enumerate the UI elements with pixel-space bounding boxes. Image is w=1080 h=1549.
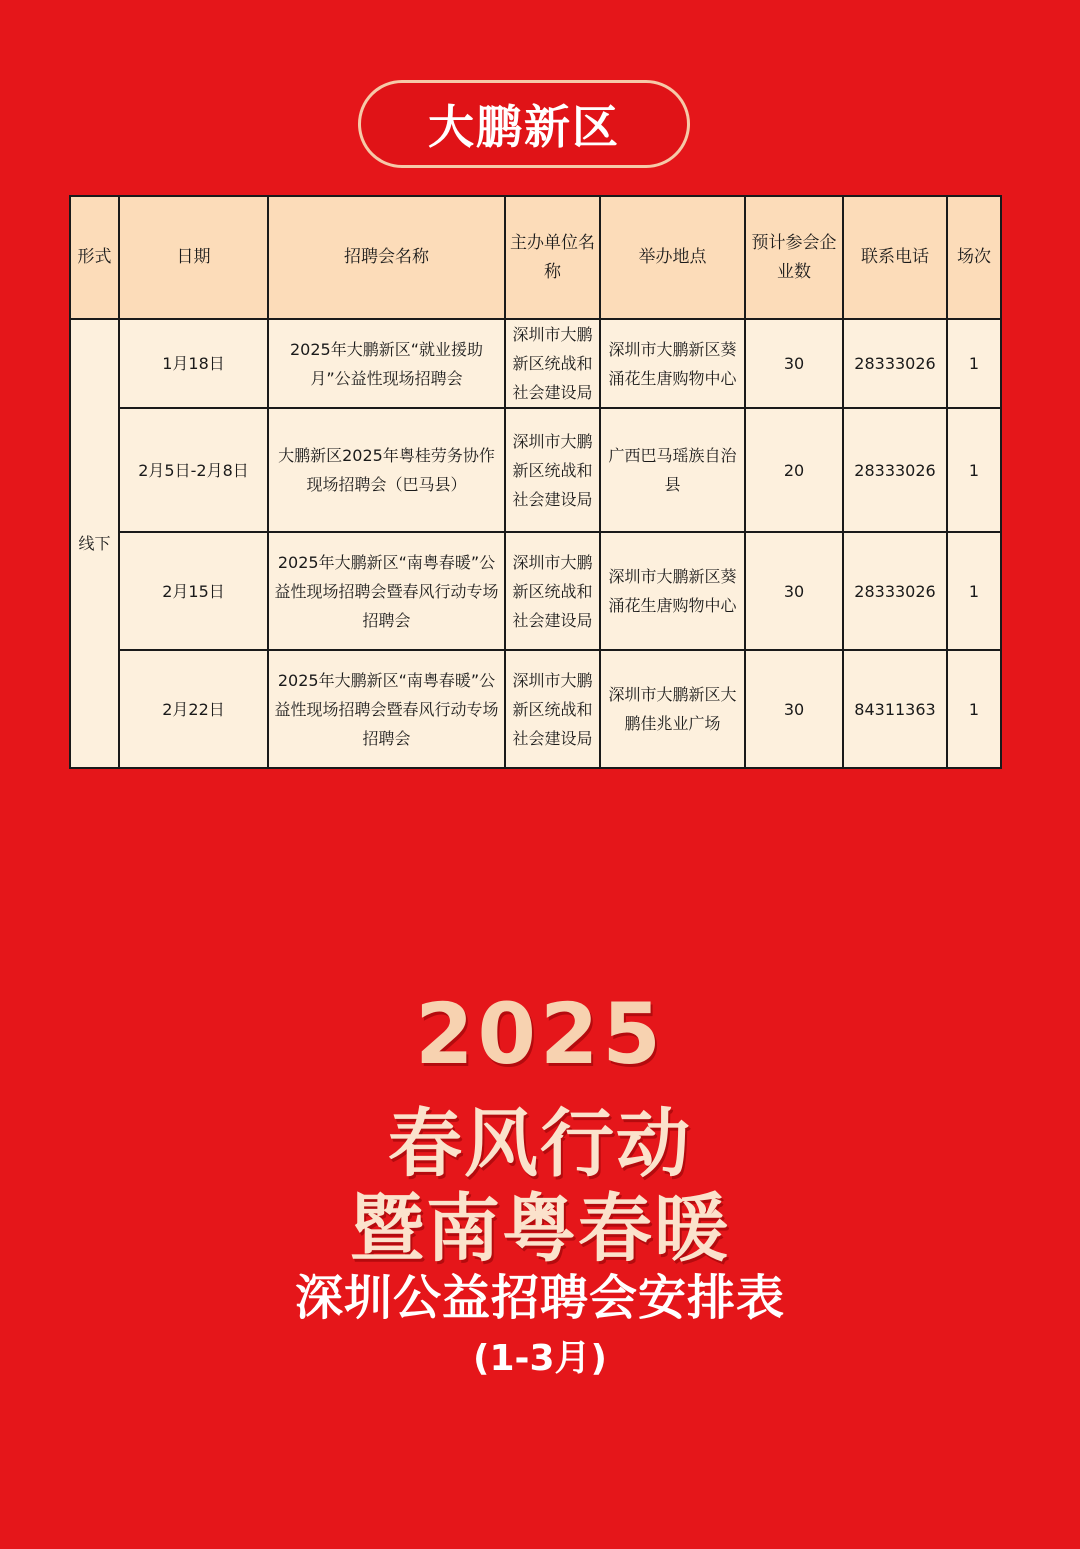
date-cell: 2月15日 bbox=[119, 532, 268, 650]
venue-cell: 深圳市大鹏新区葵涌花生唐购物中心 bbox=[600, 532, 745, 650]
header-date: 日期 bbox=[119, 196, 268, 319]
phone-cell: 28333026 bbox=[843, 532, 947, 650]
venue-cell: 深圳市大鹏新区葵涌花生唐购物中心 bbox=[600, 319, 745, 408]
header-organizer: 主办单位名称 bbox=[505, 196, 600, 319]
date-cell: 2月22日 bbox=[119, 650, 268, 768]
table-header-row bbox=[70, 196, 1001, 319]
date-cell: 2月5日-2月8日 bbox=[119, 408, 268, 532]
phone-cell: 84311363 bbox=[843, 650, 947, 768]
company-count-cell: 30 bbox=[745, 650, 843, 768]
organizer-cell: 深圳市大鹏新区统战和社会建设局 bbox=[505, 650, 600, 768]
poster-title-line1: 春风行动 bbox=[388, 1101, 692, 1187]
header-fair-name: 招聘会名称 bbox=[268, 196, 505, 319]
table-row bbox=[70, 650, 1001, 768]
poster-months: (1-3月) bbox=[473, 1338, 607, 1379]
header-company-count: 预计参会企业数 bbox=[745, 196, 843, 319]
organizer-cell: 深圳市大鹏新区统战和社会建设局 bbox=[505, 408, 600, 532]
header-sessions: 场次 bbox=[947, 196, 1001, 319]
header-phone: 联系电话 bbox=[843, 196, 947, 319]
header-form: 形式 bbox=[70, 196, 119, 319]
fair-name-cell: 2025年大鹏新区“就业援助月”公益性现场招聘会 bbox=[268, 319, 505, 408]
district-title: 大鹏新区 bbox=[358, 80, 690, 168]
fair-name-cell: 2025年大鹏新区“南粤春暖”公益性现场招聘会暨春风行动专场招聘会 bbox=[268, 532, 505, 650]
fair-name-cell: 大鹏新区2025年粤桂劳务协作现场招聘会（巴马县） bbox=[268, 408, 505, 532]
sessions-cell: 1 bbox=[947, 650, 1001, 768]
sessions-cell: 1 bbox=[947, 408, 1001, 532]
sessions-cell: 1 bbox=[947, 532, 1001, 650]
organizer-cell: 深圳市大鹏新区统战和社会建设局 bbox=[505, 319, 600, 408]
phone-cell: 28333026 bbox=[843, 408, 947, 532]
fair-name-cell: 2025年大鹏新区“南粤春暖”公益性现场招聘会暨春风行动专场招聘会 bbox=[268, 650, 505, 768]
job-fair-schedule-table bbox=[69, 195, 1002, 769]
table-row bbox=[70, 532, 1001, 650]
date-cell: 1月18日 bbox=[119, 319, 268, 408]
header-venue: 举办地点 bbox=[600, 196, 745, 319]
table-row bbox=[70, 319, 1001, 408]
venue-cell: 广西巴马瑶族自治县 bbox=[600, 408, 745, 532]
table-row bbox=[70, 408, 1001, 532]
poster-title-line2: 暨南粤春暖 bbox=[350, 1186, 730, 1272]
form-cell: 线下 bbox=[70, 319, 119, 768]
poster-subtitle: 深圳公益招聘会安排表 bbox=[294, 1270, 785, 1326]
company-count-cell: 20 bbox=[745, 408, 843, 532]
phone-cell: 28333026 bbox=[843, 319, 947, 408]
poster-year: 2025 bbox=[415, 985, 665, 1083]
venue-cell: 深圳市大鹏新区大鹏佳兆业广场 bbox=[600, 650, 745, 768]
sessions-cell: 1 bbox=[947, 319, 1001, 408]
company-count-cell: 30 bbox=[745, 532, 843, 650]
company-count-cell: 30 bbox=[745, 319, 843, 408]
organizer-cell: 深圳市大鹏新区统战和社会建设局 bbox=[505, 532, 600, 650]
